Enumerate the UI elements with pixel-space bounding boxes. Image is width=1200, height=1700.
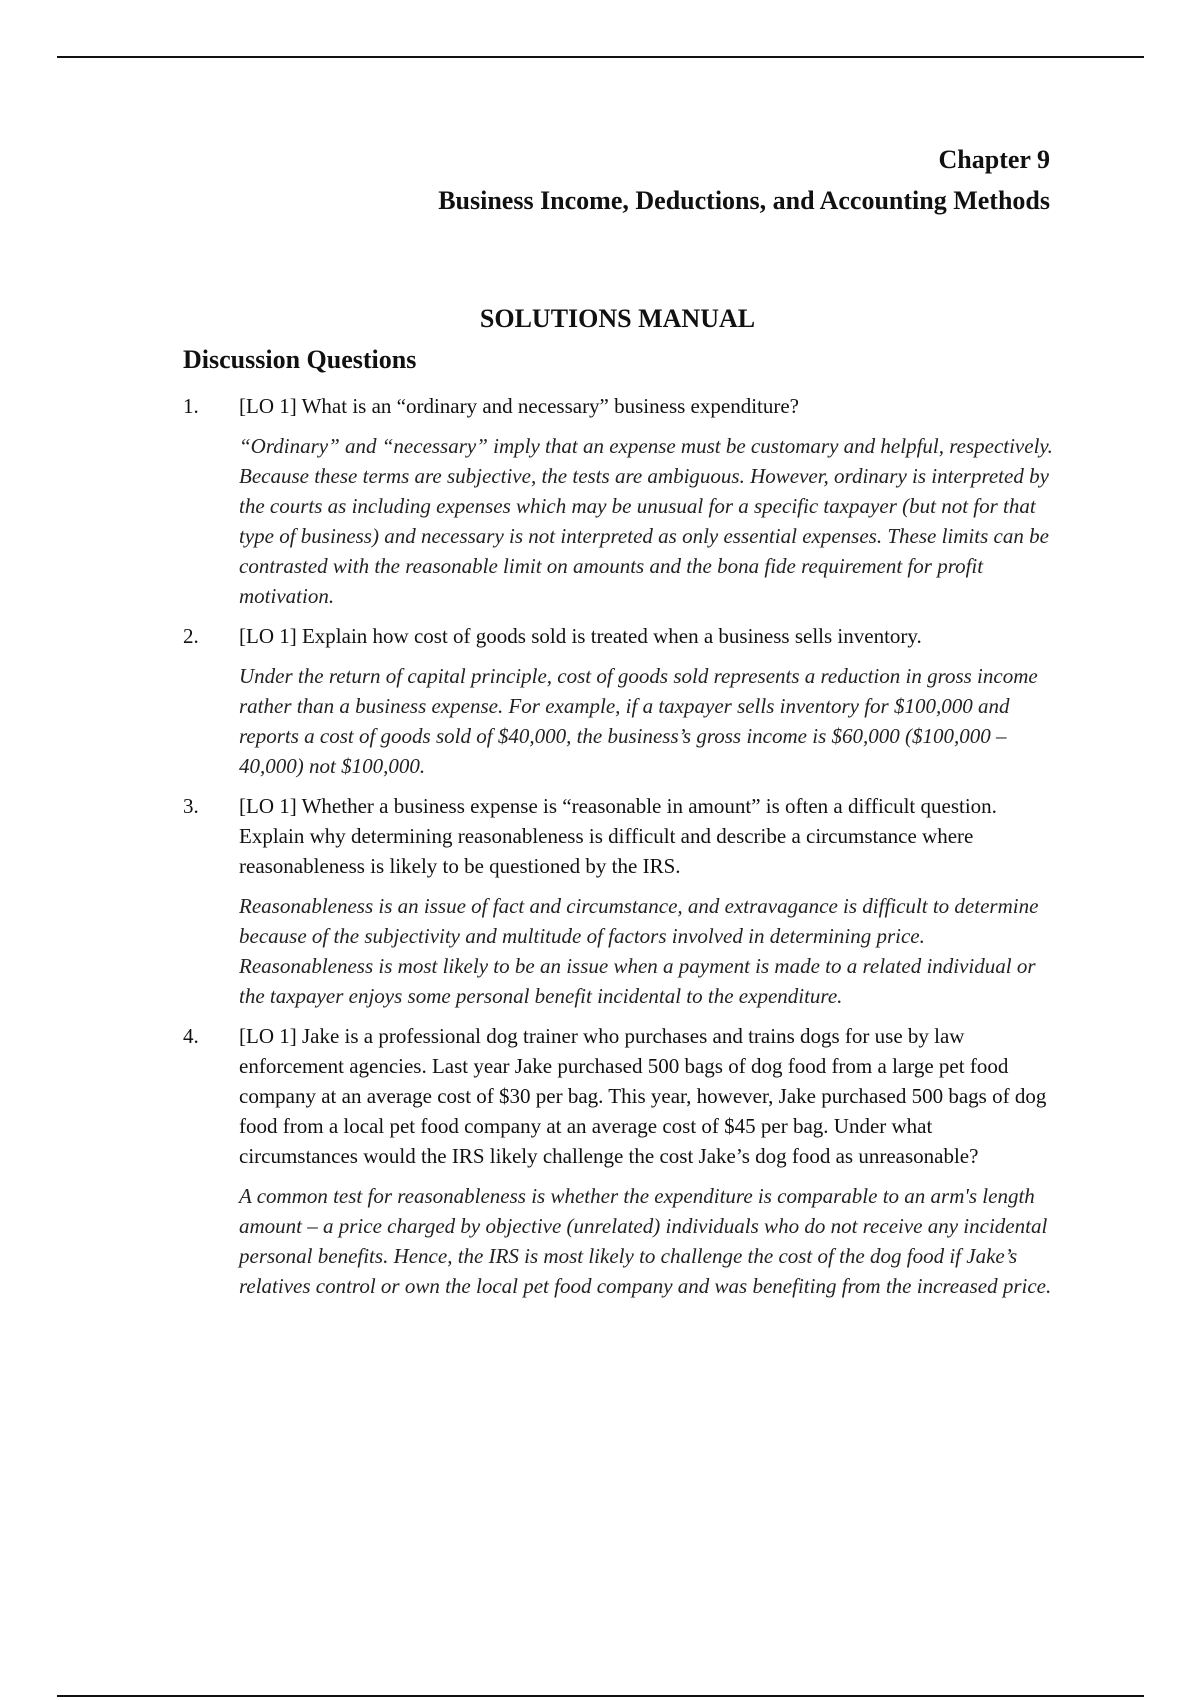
question-text: [LO 1] What is an “ordinary and necessary” business expenditure? <box>239 394 799 418</box>
question-item <box>183 621 1053 781</box>
question-list <box>183 391 1053 1311</box>
question-item <box>183 391 1053 611</box>
section-heading: Discussion Questions <box>183 345 417 374</box>
manual-title: SOLUTIONS MANUAL <box>479 304 756 333</box>
question-text: [LO 1] Whether a business expense is “reasonable in amount” is often a difficult question. Explain why determining reasonableness is difficult and describe a circumstance where reasonableness is likely to be questioned by the IRS. <box>239 794 997 878</box>
top-rule <box>57 56 1144 58</box>
bottom-rule <box>57 1695 1144 1697</box>
answer-text: Under the return of capital principle, cost of goods sold represents a reduction in gross income rather than a business expense. For example, if a taxpayer sells inventory for $100,000 and reports a cost of goods sold of $40,000, the business’s gross income is $60,000 ($100,000 – 40,000) not $100,000. <box>239 664 1038 778</box>
question-text: [LO 1] Explain how cost of goods sold is treated when a business sells inventory. <box>239 624 922 648</box>
question-number: 4. <box>183 1024 199 1048</box>
answer-text: “Ordinary” and “necessary” imply that an expense must be customary and helpful, respectively. Because these terms are subjective, the tests are ambiguous. However, ordinary is interpreted by the courts as including expenses which may be unusual for a specific taxpayer (but not for that type of business) and necessary is not interpreted as only essential expenses. These limits can be contrasted with the reasonable limit on amounts and the bona fide requirement for profit motivation. <box>239 434 1053 608</box>
question-item <box>183 791 1053 1011</box>
question-number: 3. <box>183 794 199 818</box>
chapter-number: Chapter 9 <box>938 145 1050 174</box>
chapter-title: Business Income, Deductions, and Accounting Methods <box>438 186 1050 215</box>
answer-text: A common test for reasonableness is whether the expenditure is comparable to an arm's length amount – a price charged by objective (unrelated) individuals who do not receive any incidental personal benefits. Hence, the IRS is most likely to challenge the cost of the dog food if Jake’s relatives control or own the local pet food company and was benefiting from the increased price. <box>239 1184 1052 1298</box>
chapter-header <box>438 143 1050 218</box>
question-number: 2. <box>183 624 199 648</box>
answer-text: Reasonableness is an issue of fact and circumstance, and extravagance is difficult to determine because of the subjectivity and multitude of factors involved in determining price. Reasonableness is most likely to be an issue when a payment is made to a related individual or the taxpayer enjoys some personal benefit incidental to the expenditure. <box>239 894 1039 1008</box>
question-number: 1. <box>183 394 199 418</box>
question-text: [LO 1] Jake is a professional dog trainer who purchases and trains dogs for use by law enforcement agencies. Last year Jake purchased 500 bags of dog food from a large pet food company at an average cost of $30 per bag. This year, however, Jake purchased 500 bags of dog food from a local pet food company at an average cost of $45 per bag. Under what circumstances would the IRS likely challenge the cost Jake’s dog food as unreasonable? <box>239 1024 1047 1168</box>
question-item <box>183 1021 1053 1301</box>
